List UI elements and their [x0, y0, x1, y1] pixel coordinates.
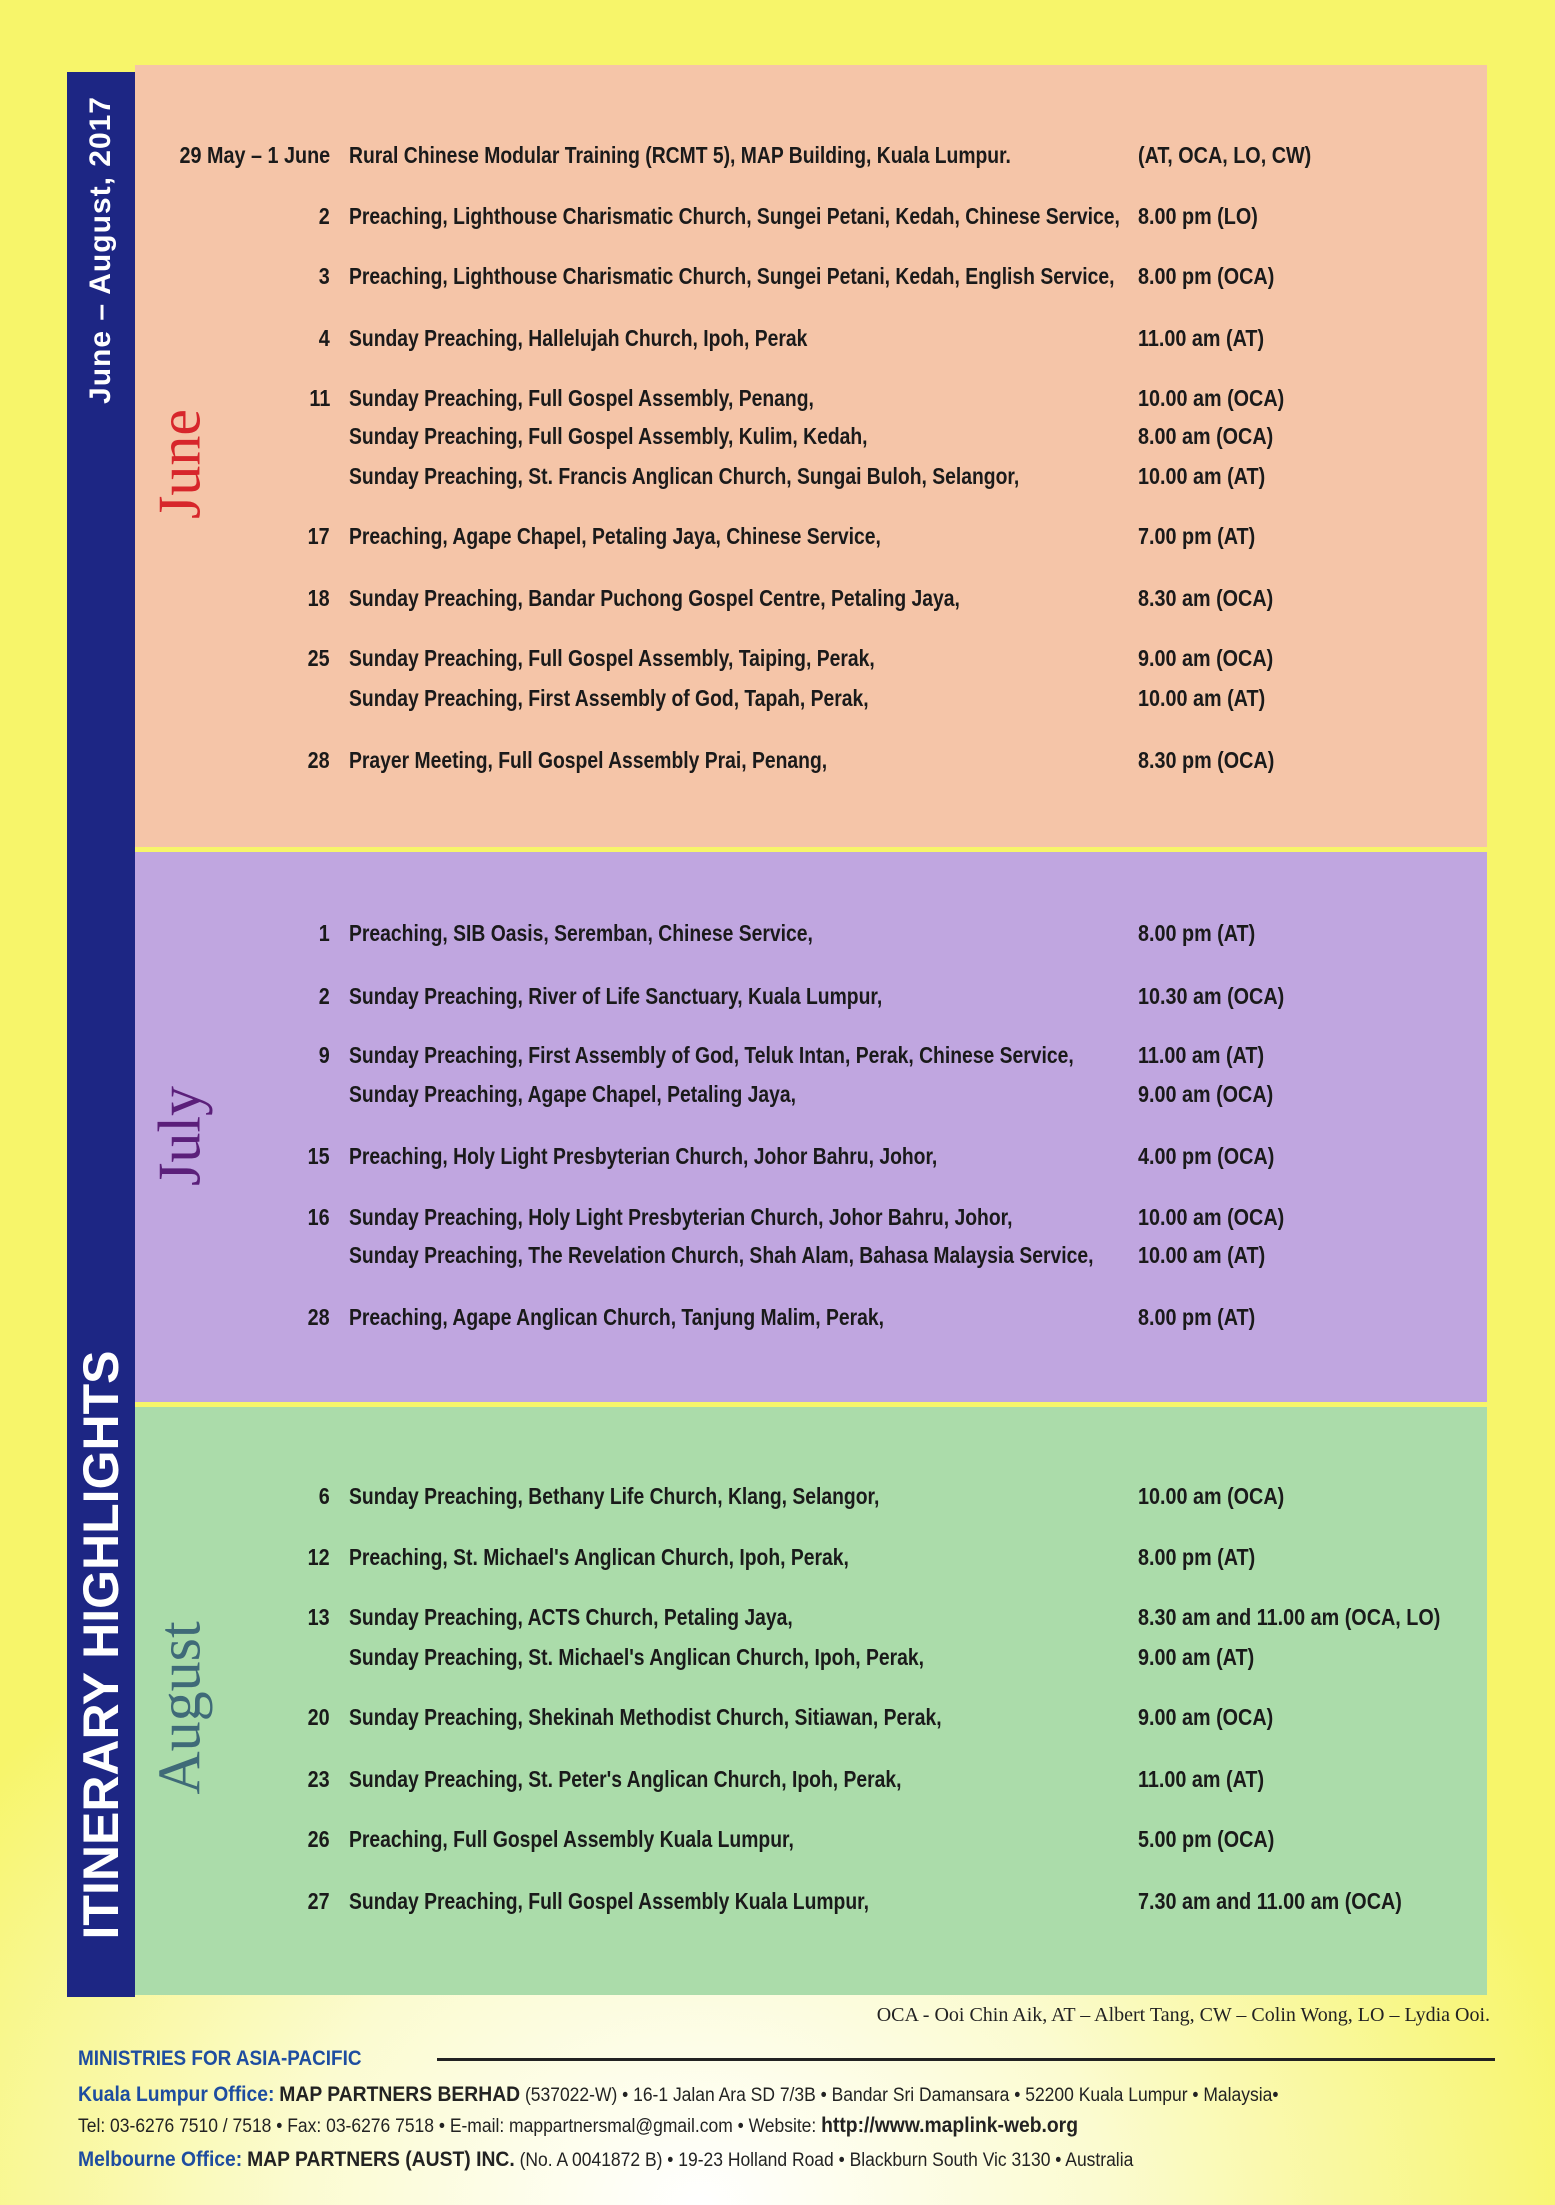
itinerary-row	[0, 1042, 1555, 1076]
entry-date: 6	[318, 1483, 330, 1509]
entry-event: Preaching, Agape Chapel, Petaling Jaya, Chinese Service,	[349, 523, 881, 549]
itinerary-row	[0, 523, 1555, 557]
entry-time: 9.00 am (OCA)	[1138, 1081, 1274, 1107]
entry-date: 28	[307, 747, 330, 773]
mel-label: Melbourne Office:	[78, 2148, 243, 2171]
itinerary-row	[0, 385, 1555, 419]
initials-legend: OCA - Ooi Chin Aik, AT – Albert Tang, CW – Colin Wong, LO – Lydia Ooi.	[876, 2004, 1490, 2026]
entry-event: Preaching, Lighthouse Charismatic Church, Sungei Petani, Kedah, Chinese Service,	[349, 203, 1120, 229]
mel-name: MAP PARTNERS (AUST) INC.	[247, 2148, 515, 2171]
entry-time: 7.30 am and 11.00 am (OCA)	[1138, 1888, 1402, 1914]
itinerary-row	[0, 463, 1555, 497]
divider	[437, 2058, 1495, 2061]
itinerary-row	[0, 983, 1555, 1017]
entry-event: Sunday Preaching, St. Francis Anglican Church, Sungai Buloh, Selangor,	[349, 463, 1020, 489]
month-label-august: August	[146, 1621, 213, 1795]
entry-event: Preaching, Agape Anglican Church, Tanjung Malim, Perak,	[349, 1304, 884, 1330]
entry-date: 25	[307, 645, 330, 671]
itinerary-row	[0, 423, 1555, 457]
org-name: MINISTRIES FOR ASIA-PACIFIC	[78, 2047, 362, 2070]
month-label-july: July	[146, 1085, 213, 1187]
entry-event: Sunday Preaching, ACTS Church, Petaling Jaya,	[349, 1604, 793, 1630]
entry-event: Sunday Preaching, River of Life Sanctuary, Kuala Lumpur,	[349, 983, 883, 1009]
contact-line	[78, 2114, 1078, 2138]
entry-event: Sunday Preaching, Full Gospel Assembly, Penang,	[349, 385, 814, 411]
itinerary-row	[0, 1766, 1555, 1800]
entry-event: Preaching, SIB Oasis, Seremban, Chinese Service,	[349, 920, 813, 946]
itinerary-row	[0, 1483, 1555, 1517]
itinerary-row	[0, 1242, 1555, 1276]
melbourne-office	[78, 2148, 1133, 2172]
website-link[interactable]: http://www.maplink-web.org	[821, 2114, 1079, 2137]
entry-event: Sunday Preaching, Holy Light Presbyterian Church, Johor Bahru, Johor,	[349, 1204, 1013, 1230]
entry-date: 1	[318, 920, 330, 946]
entry-time: 5.00 pm (OCA)	[1138, 1826, 1275, 1852]
entry-time: 9.00 am (OCA)	[1138, 645, 1274, 671]
itinerary-row	[0, 142, 1555, 176]
entry-event: Sunday Preaching, St. Peter's Anglican Church, Ipoh, Perak,	[349, 1766, 902, 1792]
itinerary-row	[0, 1304, 1555, 1338]
itinerary-row	[0, 1888, 1555, 1922]
entry-time: 8.00 pm (AT)	[1138, 1544, 1256, 1570]
entry-time: 11.00 am (AT)	[1138, 325, 1265, 351]
entry-event: Preaching, Lighthouse Charismatic Church, Sungei Petani, Kedah, English Service,	[349, 263, 1115, 289]
entry-event: Sunday Preaching, Full Gospel Assembly, Taiping, Perak,	[349, 645, 875, 671]
entry-time: 10.30 am (OCA)	[1138, 983, 1285, 1009]
itinerary-row	[0, 1544, 1555, 1578]
itinerary-row	[0, 263, 1555, 297]
entry-time: 8.00 pm (OCA)	[1138, 263, 1275, 289]
entry-event: Sunday Preaching, Bethany Life Church, Klang, Selangor,	[349, 1483, 880, 1509]
entry-event: Preaching, Holy Light Presbyterian Church, Johor Bahru, Johor,	[349, 1143, 938, 1169]
entry-event: Sunday Preaching, Full Gospel Assembly Kuala Lumpur,	[349, 1888, 869, 1914]
entry-date: 11	[309, 385, 330, 411]
entry-time: 8.00 pm (LO)	[1138, 203, 1258, 229]
entry-event: Sunday Preaching, St. Michael's Anglican Church, Ipoh, Perak,	[349, 1644, 925, 1670]
entry-event: Sunday Preaching, Bandar Puchong Gospel Centre, Petaling Jaya,	[349, 585, 960, 611]
entry-date: 17	[307, 523, 330, 549]
entry-date: 28	[307, 1304, 330, 1330]
itinerary-row	[0, 1204, 1555, 1238]
entry-event: Sunday Preaching, Hallelujah Church, Ipoh, Perak	[349, 325, 808, 351]
entry-date: 20	[307, 1704, 330, 1730]
entry-date: 2	[318, 203, 330, 229]
entry-date: 13	[307, 1604, 330, 1630]
kl-address: (537022-W) • 16-1 Jalan Ara SD 7/3B • Bandar Sri Damansara • 52200 Kuala Lumpur • Malaysia•	[520, 2085, 1279, 2106]
entry-date: 27	[307, 1888, 330, 1914]
itinerary-row	[0, 1704, 1555, 1738]
itinerary-row	[0, 920, 1555, 954]
entry-date: 29 May – 1 June	[179, 142, 330, 168]
kl-name: MAP PARTNERS BERHAD	[279, 2083, 521, 2106]
entry-date: 23	[307, 1766, 330, 1792]
entry-date: 15	[307, 1143, 330, 1169]
entry-date: 16	[307, 1204, 330, 1230]
kl-office	[78, 2083, 1278, 2107]
itinerary-row	[0, 1604, 1555, 1638]
entry-time: 11.00 am (AT)	[1138, 1766, 1265, 1792]
entry-time: 8.00 pm (AT)	[1138, 1304, 1256, 1330]
entry-event: Sunday Preaching, The Revelation Church, Shah Alam, Bahasa Malaysia Service,	[349, 1242, 1094, 1268]
entry-time: 10.00 am (OCA)	[1138, 1204, 1285, 1230]
entry-time: 10.00 am (OCA)	[1138, 1483, 1285, 1509]
entry-time: 9.00 am (OCA)	[1138, 1704, 1274, 1730]
entry-date: 18	[307, 585, 330, 611]
entry-date: 4	[318, 325, 330, 351]
itinerary-row	[0, 1081, 1555, 1115]
entry-time: 4.00 pm (OCA)	[1138, 1143, 1275, 1169]
entry-date: 26	[307, 1826, 330, 1852]
entry-time: 8.30 pm (OCA)	[1138, 747, 1275, 773]
entry-date: 12	[307, 1544, 330, 1570]
entry-event: Preaching, St. Michael's Anglican Church, Ipoh, Perak,	[349, 1544, 849, 1570]
entry-event: Rural Chinese Modular Training (RCMT 5), MAP Building, Kuala Lumpur.	[349, 142, 1011, 168]
entry-date: 9	[318, 1042, 330, 1068]
itinerary-row	[0, 1143, 1555, 1177]
entry-event: Sunday Preaching, Agape Chapel, Petaling Jaya,	[349, 1081, 797, 1107]
entry-date: 3	[318, 263, 330, 289]
entry-event: Sunday Preaching, Full Gospel Assembly, Kulim, Kedah,	[349, 423, 868, 449]
entry-date: 2	[318, 983, 330, 1009]
contact-info: Tel: 03-6276 7510 / 7518 • Fax: 03-6276 7518 • E-mail: mappartnersmal@gmail.com • Website:	[78, 2116, 822, 2137]
itinerary-row	[0, 203, 1555, 237]
entry-time: 10.00 am (AT)	[1138, 685, 1266, 711]
itinerary-row	[0, 1644, 1555, 1678]
date-range: June – August, 2017	[84, 96, 117, 404]
itinerary-row	[0, 585, 1555, 619]
entry-time: 10.00 am (AT)	[1138, 463, 1266, 489]
entry-event: Prayer Meeting, Full Gospel Assembly Prai, Penang,	[349, 747, 828, 773]
entry-time: 10.00 am (AT)	[1138, 1242, 1266, 1268]
itinerary-row	[0, 685, 1555, 719]
itinerary-row	[0, 747, 1555, 781]
itinerary-row	[0, 645, 1555, 679]
page-title: ITINERARY HIGHLIGHTS	[73, 1350, 129, 1940]
entry-time: 10.00 am (OCA)	[1138, 385, 1285, 411]
entry-time: 11.00 am (AT)	[1138, 1042, 1265, 1068]
entry-time: 8.30 am (OCA)	[1138, 585, 1274, 611]
entry-time: 8.30 am and 11.00 am (OCA, LO)	[1138, 1604, 1441, 1630]
entry-time: (AT, OCA, LO, CW)	[1138, 142, 1312, 168]
itinerary-row	[0, 325, 1555, 359]
month-label-june: June	[146, 409, 213, 519]
entry-event: Sunday Preaching, Shekinah Methodist Church, Sitiawan, Perak,	[349, 1704, 942, 1730]
mel-address: (No. A 0041872 B) • 19-23 Holland Road • Blackburn South Vic 3130 • Australia	[514, 2150, 1134, 2171]
entry-time: 9.00 am (AT)	[1138, 1644, 1255, 1670]
kl-label: Kuala Lumpur Office:	[78, 2083, 275, 2106]
entry-event: Sunday Preaching, First Assembly of God, Tapah, Perak,	[349, 685, 869, 711]
itinerary-row	[0, 1826, 1555, 1860]
entry-time: 7.00 pm (AT)	[1138, 523, 1256, 549]
entry-time: 8.00 am (OCA)	[1138, 423, 1274, 449]
entry-event: Sunday Preaching, First Assembly of God, Teluk Intan, Perak, Chinese Service,	[349, 1042, 1074, 1068]
entry-time: 8.00 pm (AT)	[1138, 920, 1256, 946]
entry-event: Preaching, Full Gospel Assembly Kuala Lumpur,	[349, 1826, 794, 1852]
